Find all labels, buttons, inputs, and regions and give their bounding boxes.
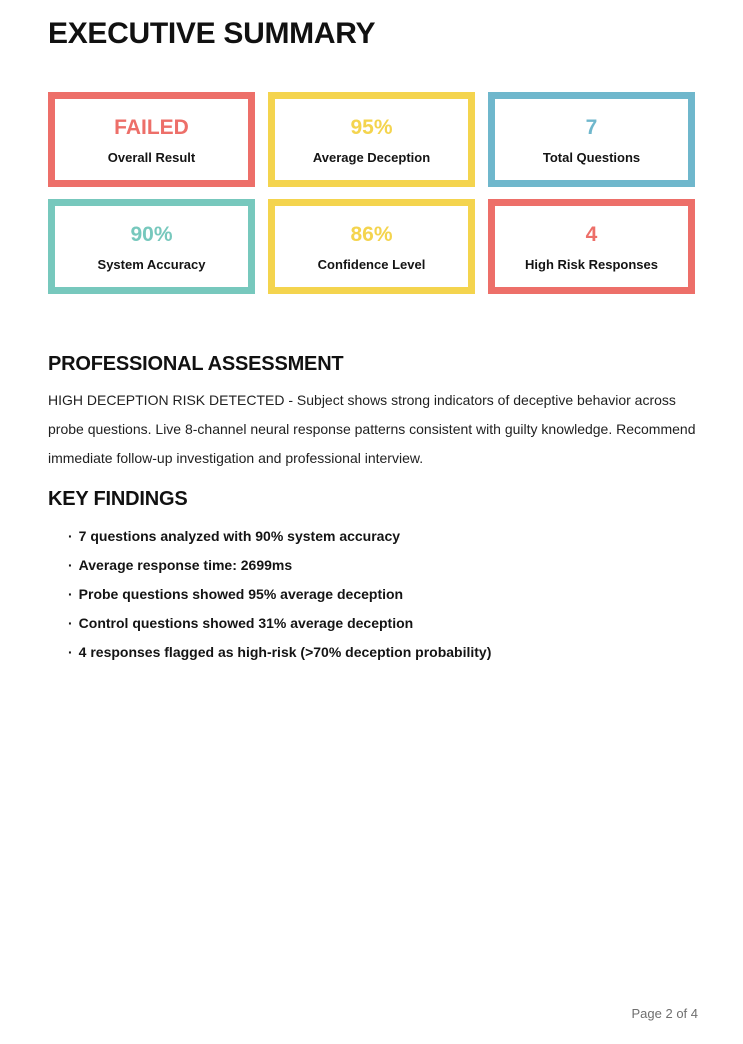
list-item: [68, 580, 698, 609]
list-item: [68, 522, 698, 551]
finding-text: Control questions showed 31% average deception: [78, 615, 414, 631]
stat-card: [488, 92, 695, 187]
stat-card: [48, 92, 255, 187]
stat-value: 4: [585, 223, 598, 247]
section-heading-assessment: PROFESSIONAL ASSESSMENT: [48, 353, 344, 375]
bullet-icon: ·: [68, 528, 73, 544]
bullet-icon: ·: [68, 615, 73, 631]
stat-value: 90%: [130, 223, 173, 247]
assessment-body-text: HIGH DECEPTION RISK DETECTED - Subject shows strong indicators of deceptive behavior across probe questions. Live 8-channel neural response patterns consistent with guilty knowledge. Recommend immediate follow-up investigation and professional interview.: [48, 392, 696, 466]
findings-list: [48, 522, 698, 667]
bullet-icon: ·: [68, 557, 73, 573]
finding-text: 4 responses flagged as high-risk (>70% deception probability): [78, 644, 492, 660]
bullet-icon: ·: [68, 586, 73, 602]
stat-label: System Accuracy: [97, 257, 206, 273]
stat-cards-grid: [48, 92, 695, 294]
stat-label: Overall Result: [107, 150, 196, 166]
section-heading-findings: KEY FINDINGS: [48, 488, 188, 510]
finding-text: 7 questions analyzed with 90% system accuracy: [78, 528, 401, 544]
section-professional-assessment: [48, 352, 698, 473]
stat-card: [48, 199, 255, 294]
section-key-findings: [48, 487, 698, 667]
list-item: [68, 638, 698, 667]
stat-value: 86%: [350, 223, 393, 247]
page-number: Page 2 of 4: [631, 1006, 698, 1021]
stat-label: Total Questions: [542, 150, 641, 166]
stat-label: Confidence Level: [317, 257, 426, 273]
finding-text: Average response time: 2699ms: [78, 557, 293, 573]
finding-text: Probe questions showed 95% average deception: [78, 586, 404, 602]
stat-label: High Risk Responses: [525, 257, 658, 273]
stat-card: [488, 199, 695, 294]
list-item: [68, 609, 698, 638]
stat-value: FAILED: [114, 116, 189, 140]
stat-card: [268, 92, 475, 187]
list-item: [68, 551, 698, 580]
stat-card: [268, 199, 475, 294]
stat-label: Average Deception: [312, 150, 431, 166]
stat-value: 95%: [350, 116, 393, 140]
bullet-icon: ·: [68, 644, 73, 660]
page-title: EXECUTIVE SUMMARY: [48, 17, 376, 50]
stat-value: 7: [585, 116, 598, 140]
